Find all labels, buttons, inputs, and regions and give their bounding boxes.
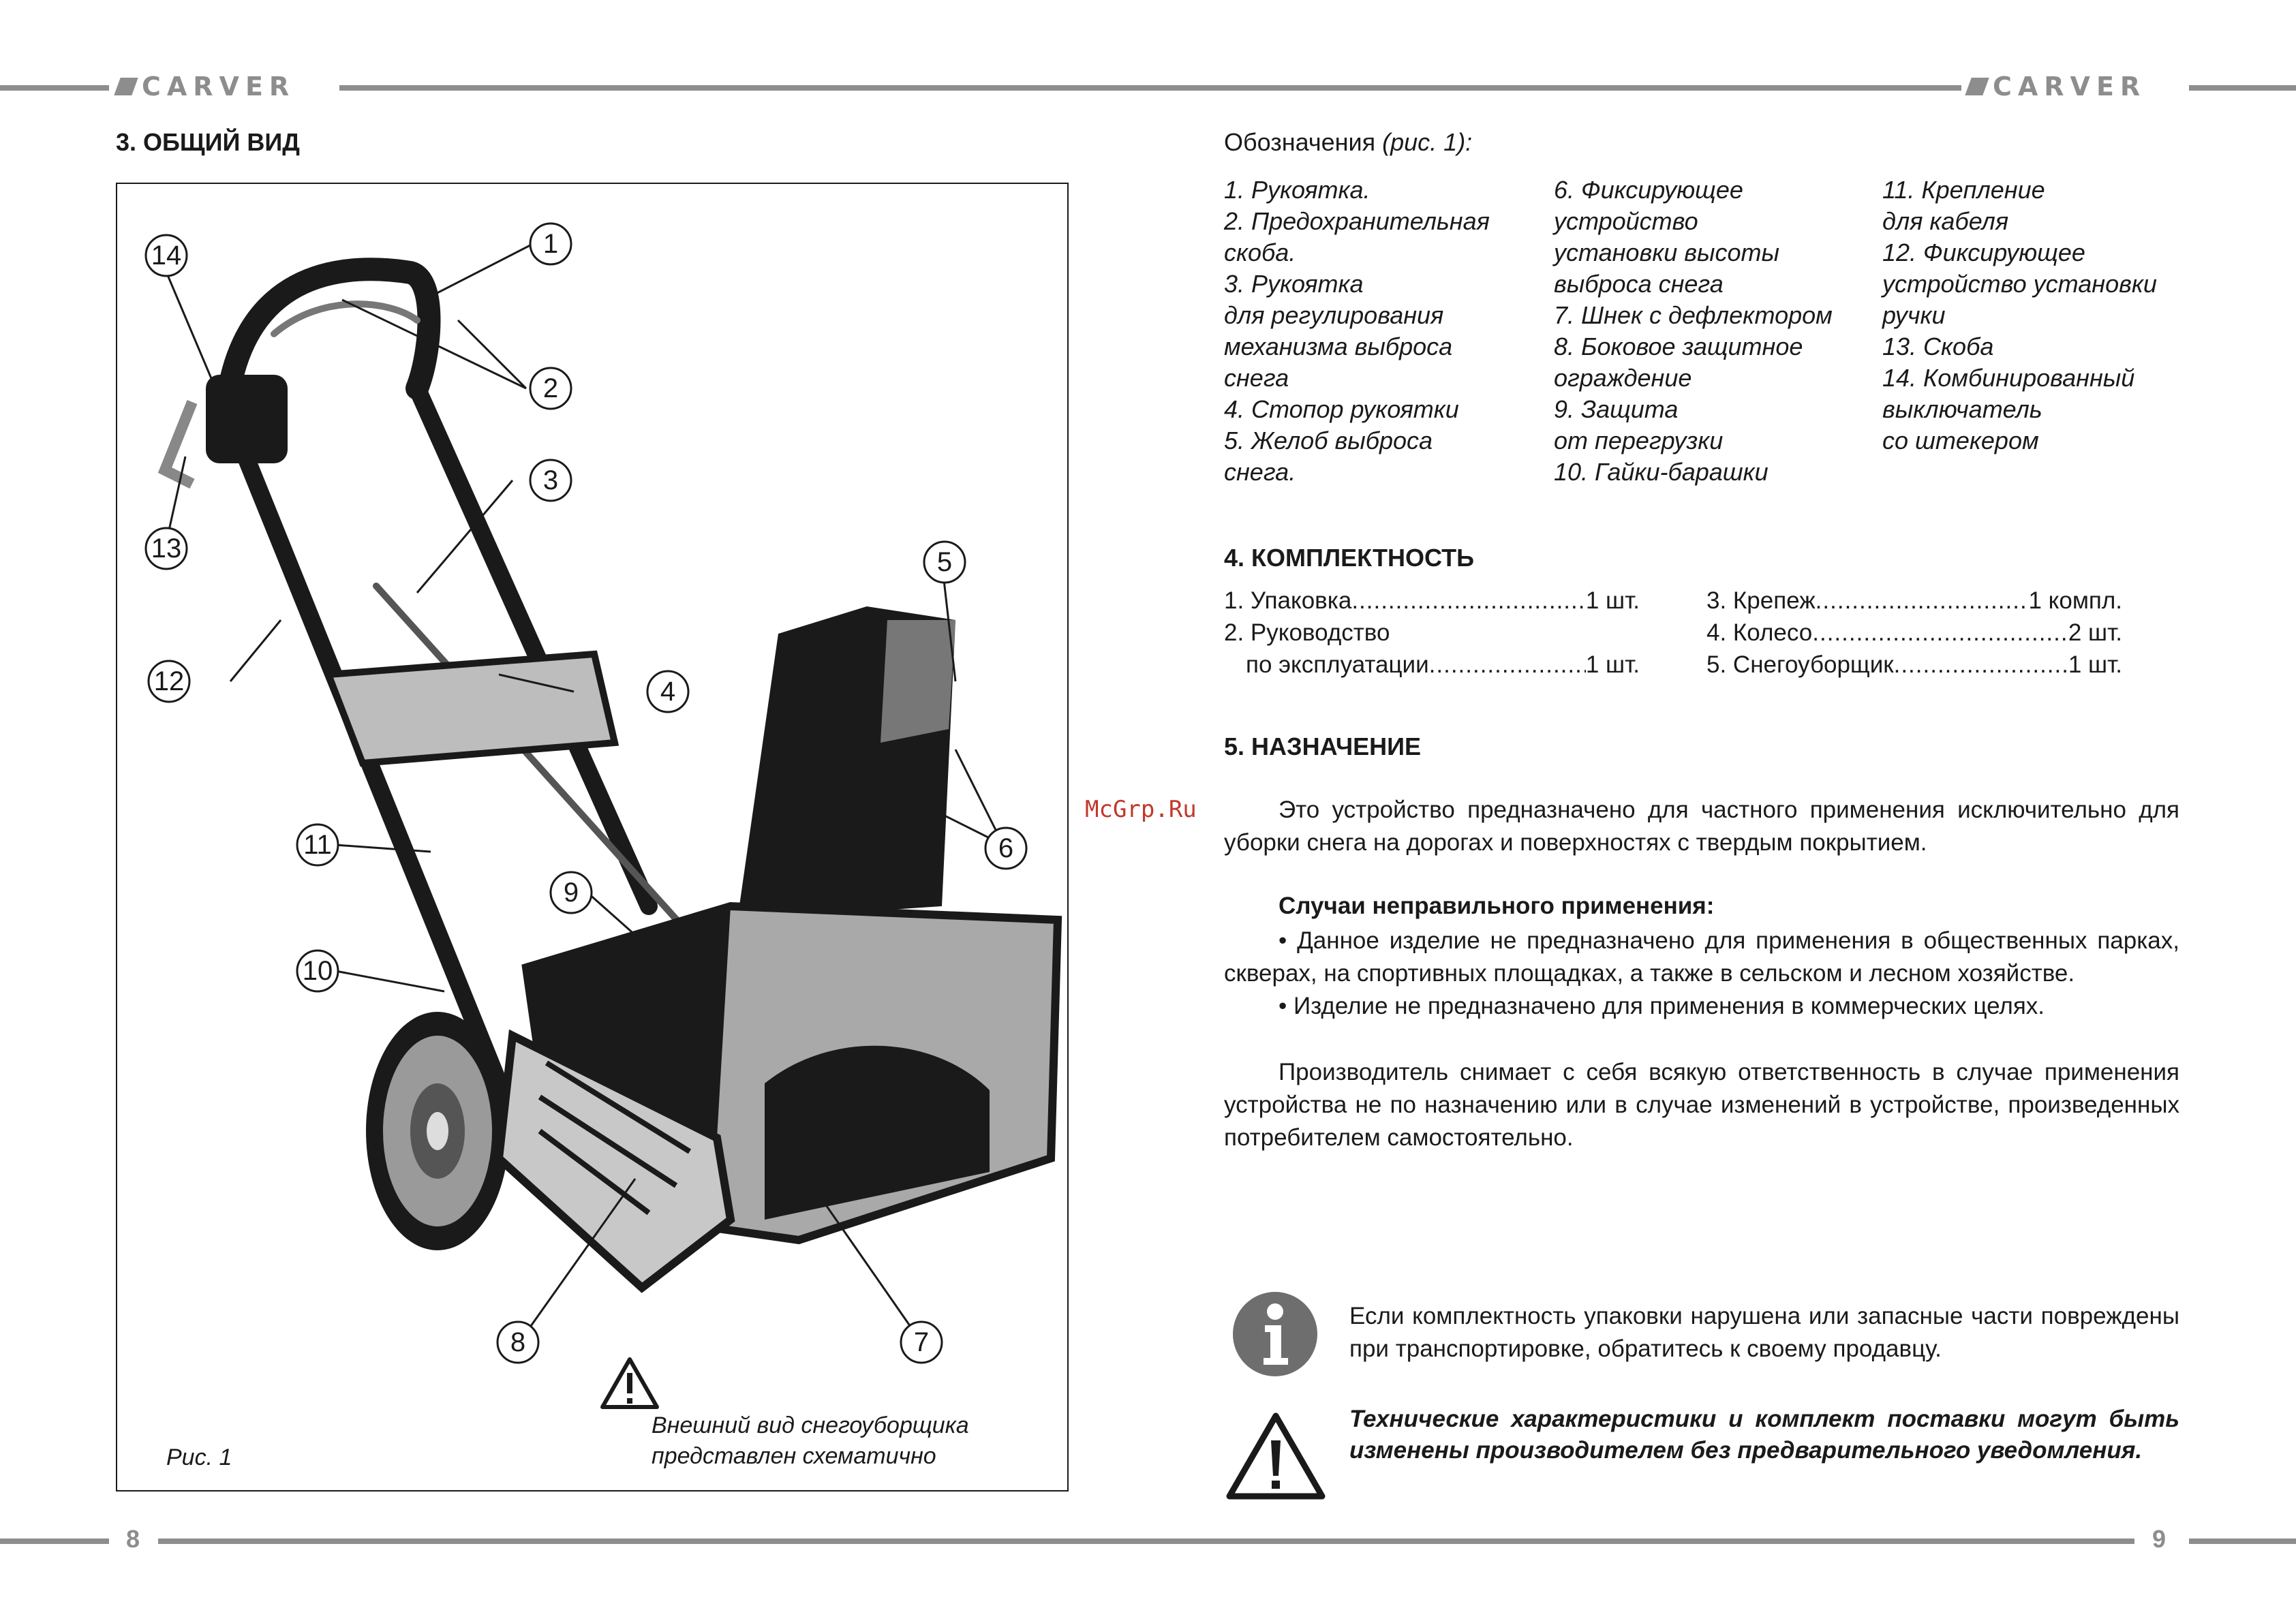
- callout-13: [146, 528, 187, 569]
- figure-note: Внешний вид снегоуборщика представлен схематично: [652, 1412, 969, 1469]
- legend-list: 11. Крепление для кабеля 12. Фиксирующее устройство установки ручки 13. Скоба 14. Комбинированный выключатель со штекером: [1882, 176, 2157, 454]
- callout-8: [498, 1322, 538, 1363]
- page-number-left: 8: [126, 1525, 140, 1553]
- kit-item-qty: 1 компл.: [2028, 587, 2122, 614]
- footer-rule-left: [0, 1539, 109, 1544]
- kit-item-name: 1. Упаковка: [1224, 587, 1352, 614]
- kit-item: [1706, 585, 2122, 617]
- purpose-text: Это устройство предназначено для частного применения исключительно для уборки снега на дорогах и поверхностях с твердым покрытием.: [1224, 797, 2179, 856]
- legend-title: Обозначения: [1224, 128, 1376, 156]
- kit-item-qty: 1 шт.: [1585, 587, 1640, 614]
- control-panel: [328, 654, 615, 763]
- info-icon: [1231, 1290, 1319, 1378]
- cable-bracket: [165, 402, 192, 484]
- kit-item-name: 3. Крепеж: [1706, 587, 1816, 614]
- brand-logo-right: [1968, 72, 2146, 101]
- caution-icon: [602, 1359, 657, 1407]
- callout-3: [530, 460, 571, 501]
- page-number-right: 9: [2152, 1525, 2167, 1553]
- misuse-title: Случаи неправильного применения:: [1279, 893, 1715, 919]
- legend-column-3: [1882, 174, 2203, 457]
- callout-number: 12: [153, 666, 185, 696]
- callout-12: [149, 661, 189, 702]
- switch-box: [206, 375, 288, 463]
- brand-logo-left: [117, 72, 295, 101]
- misuse-item-1: • Данное изделие не предназначено для применения в общественных парках, скверах, на спортивных площадках, а также в сельском и лесном хозяйстве.: [1224, 927, 2179, 987]
- info-note: Если комплектность упаковки нарушена или запасные части повреждены при транспортировке, обратитесь к своему продавцу.: [1349, 1303, 2179, 1362]
- legend-column-2: [1554, 174, 1874, 488]
- callout-14: [146, 235, 187, 276]
- callout-1: [530, 223, 571, 264]
- callout-2: [530, 368, 571, 409]
- callout-11: [297, 824, 338, 865]
- callout-4: [647, 671, 688, 712]
- callout-number: 5: [936, 547, 953, 577]
- kit-item: [1224, 585, 1640, 617]
- header-rule-left: [0, 85, 109, 91]
- brand-mark-icon: [114, 78, 138, 95]
- figure-label: Рис. 1: [166, 1444, 232, 1470]
- snowblower-diagram: [117, 184, 1067, 1490]
- kit-item-name: 4. Колесо: [1706, 619, 1813, 646]
- callout-number: 1: [542, 229, 559, 259]
- header-rule-center: [339, 85, 1961, 91]
- figure-1: [116, 183, 1069, 1491]
- warning-note: Технические характеристики и комплект поставки могут быть изменены производителем без предварительного уведомления.: [1349, 1406, 2179, 1464]
- callout-5: [924, 542, 965, 583]
- legend-column-1: [1224, 174, 1544, 488]
- legend-list: 1. Рукоятка. 2. Предохранительная скоба. 3. Рукоятка для регулирования механизма выброса снега 4. Стопор рукоятки 5. Желоб выброса снега.: [1224, 176, 1490, 486]
- kit-list-left: [1224, 585, 1640, 681]
- discharge-chute: [737, 606, 955, 920]
- callout-number: 2: [542, 373, 559, 403]
- callout-number: 13: [151, 534, 182, 563]
- callout-number: 14: [151, 241, 182, 270]
- kit-item-name: 2. Руководство: [1224, 619, 1390, 646]
- callout-10: [297, 950, 338, 991]
- callout-number: 7: [913, 1327, 930, 1357]
- footer-rule-right: [2189, 1539, 2296, 1544]
- callout-number: 11: [303, 830, 332, 860]
- warning-icon: [1225, 1410, 1327, 1502]
- liability-text: Производитель снимает с себя всякую ответственность в случае применения устройства не по назначению или в случае изменений в устройстве, произведенных потребителем самостоятельно.: [1224, 1059, 2179, 1151]
- kit-list-right: [1706, 585, 2122, 681]
- kit-item: [1706, 649, 2122, 681]
- misuse-item-2: • Изделие не предназначено для применения в коммерческих целях.: [1279, 993, 2045, 1019]
- callout-number: 6: [998, 833, 1014, 863]
- callout-7: [901, 1322, 942, 1363]
- section-title-general-view: 3. ОБЩИЙ ВИД: [116, 128, 300, 156]
- section-title-purpose: 5. НАЗНАЧЕНИЕ: [1224, 732, 1422, 760]
- watermark: McGrp.Ru: [1085, 796, 1197, 823]
- legend-ref: (рис. 1):: [1382, 128, 1473, 156]
- kit-item: [1224, 617, 1640, 649]
- kit-item-qty: 1 шт.: [2068, 651, 2122, 678]
- legend-heading: [1224, 128, 1472, 157]
- callout-number: 8: [510, 1327, 526, 1357]
- brand-name: CARVER: [142, 72, 296, 102]
- callout-number: 3: [542, 465, 559, 495]
- kit-item-name-cont: по эксплуатации: [1246, 651, 1429, 678]
- callout-9: [551, 872, 592, 913]
- kit-item-qty: 1 шт.: [1585, 651, 1640, 678]
- callout-number: 10: [302, 956, 333, 986]
- legend-list: 6. Фиксирующее устройство установки высоты выброса снега 7. Шнек с дефлектором 8. Боковое защитное ограждение 9. Защита от перегрузки 10. Гайки-барашки: [1554, 176, 1833, 486]
- kit-item: [1224, 649, 1640, 681]
- kit-item-qty: 2 шт.: [2068, 619, 2122, 646]
- brand-mark-icon: [1965, 78, 1989, 95]
- footer-rule-center: [158, 1539, 2134, 1544]
- brand-name: CARVER: [1993, 72, 2147, 102]
- callout-number: 9: [563, 878, 579, 908]
- kit-item-name: 5. Снегоуборщик: [1706, 651, 1894, 678]
- callout-number: 4: [660, 677, 676, 707]
- header-rule-right: [2189, 85, 2296, 91]
- kit-item: [1706, 617, 2122, 649]
- callout-6: [985, 828, 1026, 869]
- section-title-kit: 4. КОМПЛЕКТНОСТЬ: [1224, 544, 1474, 572]
